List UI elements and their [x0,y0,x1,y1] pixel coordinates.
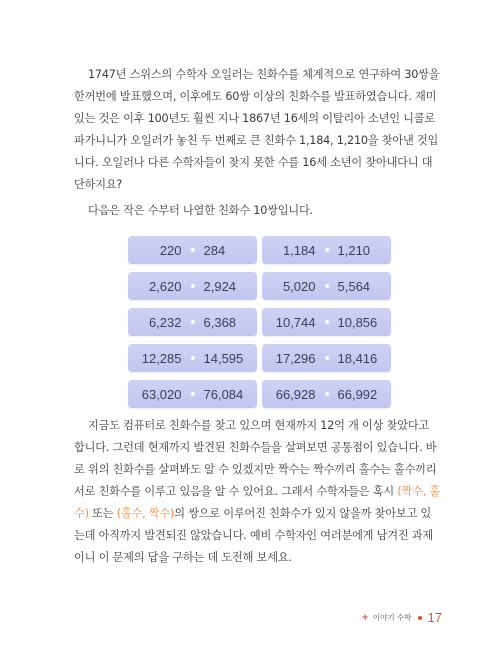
separator-dot-icon [191,356,195,360]
outro-text-3: 의 쌍으로 이루어진 친화수가 있지 않을까 찾아보고 있는데 아직까지 발견되진 않았습니다. 예비 수학자인 여러분에게 남겨진 과제이니 이 문제의 답을 구하는 데 도전해 보세요. [74,507,434,564]
plus-icon: + [361,612,369,623]
outro-paragraph [74,415,440,569]
page-number: 17 [427,610,442,625]
pair-second-number: 284 [203,242,226,258]
separator-dot-icon [191,320,195,324]
pair-first-number: 12,285 [141,350,182,366]
section-title: 이야기 수학 [372,613,412,622]
separator-dot-icon [325,392,329,396]
separator-dot-icon [191,392,195,396]
intro-paragraph-2: 다음은 작은 수부터 나열한 친화수 10쌍입니다. [88,204,313,217]
amicable-pair [128,272,257,300]
separator-dot-icon [325,356,329,360]
pair-second-number: 66,992 [337,386,378,402]
pair-first-number: 63,020 [141,386,182,402]
separator-dot-icon [191,284,195,288]
bullet-icon [418,616,422,620]
highlight-odd-even: (홀수, 짝수) [116,507,175,520]
highlight-even-odd: (짝수, 홀수) [74,485,441,520]
amicable-pair [262,344,391,372]
amicable-pair [262,380,391,408]
pair-second-number: 1,210 [337,242,371,258]
separator-dot-icon [191,248,195,252]
pair-first-number: 10,744 [275,314,316,330]
amicable-pair [262,308,391,336]
intro-paragraphs [74,64,440,222]
separator-dot-icon [325,320,329,324]
pair-second-number: 18,416 [337,350,378,366]
amicable-pair [262,272,391,300]
amicable-pair [128,344,257,372]
pair-second-number: 10,856 [337,314,378,330]
pair-second-number: 5,564 [337,278,371,294]
intro-paragraph-1: 1747년 스위스의 수학자 오일러는 친화수를 체계적으로 연구하여 30쌍을 한꺼번에 발표했으며, 이후에도 60쌍 이상의 친화수를 발표하였습니다. 재미있는 것은 이후 100년도 훨씬 지나 1867년 16세의 이탈리아 소년인 니콜로 파가니니가 오일러가 놓친 두 번째로 큰 친화수 1,184, 1,210을 찾아낸 것입니다. 오일러나 다른 수학자들이 찾지 못한 수를 16세 소년이 찾아내다니 대단하지요? [74,68,440,191]
pair-first-number: 2,620 [148,278,182,294]
outro-text-2: 또는 [88,507,117,520]
page-footer [361,610,442,625]
pair-first-number: 5,020 [282,278,316,294]
pair-first-number: 17,296 [275,350,316,366]
amicable-pair [128,380,257,408]
pair-first-number: 6,232 [148,314,182,330]
amicable-pair [128,236,257,264]
pair-second-number: 14,595 [203,350,244,366]
pair-first-number: 66,928 [275,386,316,402]
pair-second-number: 76,084 [203,386,244,402]
pair-second-number: 2,924 [203,278,237,294]
amicable-pair [262,236,391,264]
pair-first-number: 1,184 [282,242,316,258]
pair-first-number: 220 [159,242,182,258]
pair-second-number: 6,368 [203,314,237,330]
separator-dot-icon [325,248,329,252]
amicable-pair [128,308,257,336]
separator-dot-icon [325,284,329,288]
amicable-pairs-table [128,236,391,408]
outro-text-1: 지금도 컴퓨터로 친화수를 찾고 있으며 현재까지 12억 개 이상 찾았다고 합니다. 그런데 현재까지 발견된 친화수들을 살펴보면 공통점이 있습니다. 바로 위의 친화수를 살펴봐도 알 수 있겠지만 짝수는 짝수끼리 홀수는 홀수끼리 서로 친화수를 이루고 있음을 알 수 있어요. 그래서 수학자들은 혹시 [74,419,437,498]
